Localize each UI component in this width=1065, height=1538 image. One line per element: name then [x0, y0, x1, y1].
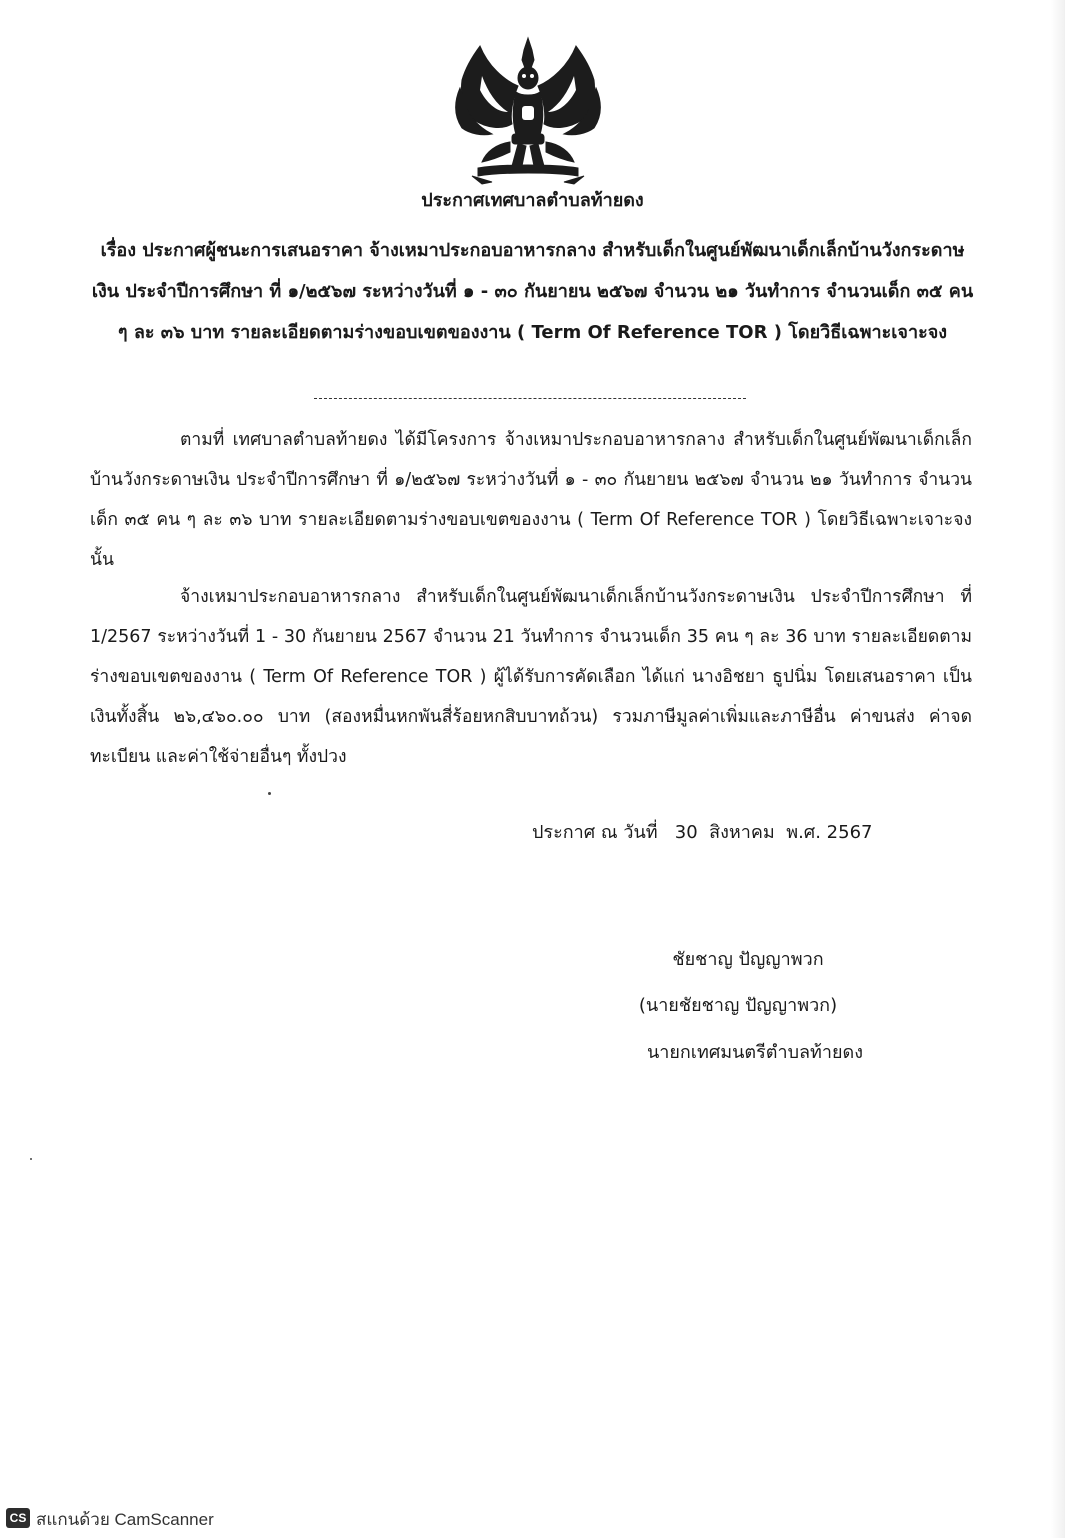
scanner-watermark — [0, 1500, 1065, 1538]
signer-position: นายกเทศมนตรีตำบลท้ายดง — [646, 1042, 864, 1063]
signer-name: (นายชัยชาญ ปัญญาพวก) — [638, 995, 838, 1016]
body-paragraph-2: จ้างเหมาประกอบอาหารกลาง สำหรับเด็กในศูนย์พัฒนาเด็กเล็กบ้านวังกระดาษเงิน ประจำปีการศึกษา ที่ 1/2567 ระหว่างวันที่ 1 - 30 กันยายน 2567 จำนวน 21 วันทำการ จำนวนเด็ก 35 คน ๆ ละ 36 บาท รายละเอียดตามร่างขอบเขตของงาน ( Term Of Reference TOR ) ผู้ได้รับการคัดเลือก ได้แก่ นางอิชยา ธูปนิ่ม โดยเสนอราคา เป็นเงินทั้งสิ้น ๒๖,๔๖๐.๐๐ บาท (สองหมื่นหกพันสี่ร้อยหกสิบบาทถ้วน) รวมภาษีมูลค่าเพิ่มและภาษีอื่น ค่าขนส่ง ค่าจดทะเบียน และค่าใช้จ่ายอื่นๆ ทั้งปวง — [90, 587, 972, 767]
document-subject: เรื่อง ประกาศผู้ชนะการเสนอราคา จ้างเหมาประกอบอาหารกลาง สำหรับเด็กในศูนย์พัฒนาเด็กเล็กบ้านวังกระดาษเงิน ประจำปีการศึกษา ที่ ๑/๒๕๖๗ ระหว่างวันที่ ๑ - ๓๐ กันยายน ๒๕๖๗ จำนวน ๒๑ วันทำการ จำนวนเด็ก ๓๕ คน ๆ ละ ๓๖ บาท รายละเอียดตามร่างขอบเขตของงาน ( Term Of Reference TOR ) โดยวิธีเฉพาะเจาะจง — [91, 240, 974, 343]
divider — [314, 398, 746, 399]
scan-speck — [30, 1158, 32, 1160]
announce-date: ประกาศ ณ วันที่ 30 สิงหาคม พ.ศ. 2567 — [532, 822, 873, 843]
garuda-emblem-icon — [452, 36, 604, 186]
scan-speck — [268, 792, 271, 795]
document-title: ประกาศเทศบาลตำบลท้ายดง — [421, 190, 644, 211]
watermark-text: สแกนด้วย CamScanner — [36, 1510, 214, 1529]
body-paragraph-1: ตามที่ เทศบาลตำบลท้ายดง ได้มีโครงการ จ้างเหมาประกอบอาหารกลาง สำหรับเด็กในศูนย์พัฒนาเด็กเล็กบ้านวังกระดาษเงิน ประจำปีการศึกษา ที่ ๑/๒๕๖๗ ระหว่างวันที่ ๑ - ๓๐ กันยายน ๒๕๖๗ จำนวน ๒๑ วันทำการ จำนวนเด็ก ๓๕ คน ๆ ละ ๓๖ บาท รายละเอียดตามร่างขอบเขตของงาน ( Term Of Reference TOR ) โดยวิธีเฉพาะเจาะจง นั้น — [90, 430, 972, 570]
scan-edge-shadow — [1051, 0, 1065, 1538]
signature: ชัยชาญ ปัญญาพวก — [672, 949, 824, 970]
camscanner-logo-icon: CS — [6, 1508, 30, 1528]
